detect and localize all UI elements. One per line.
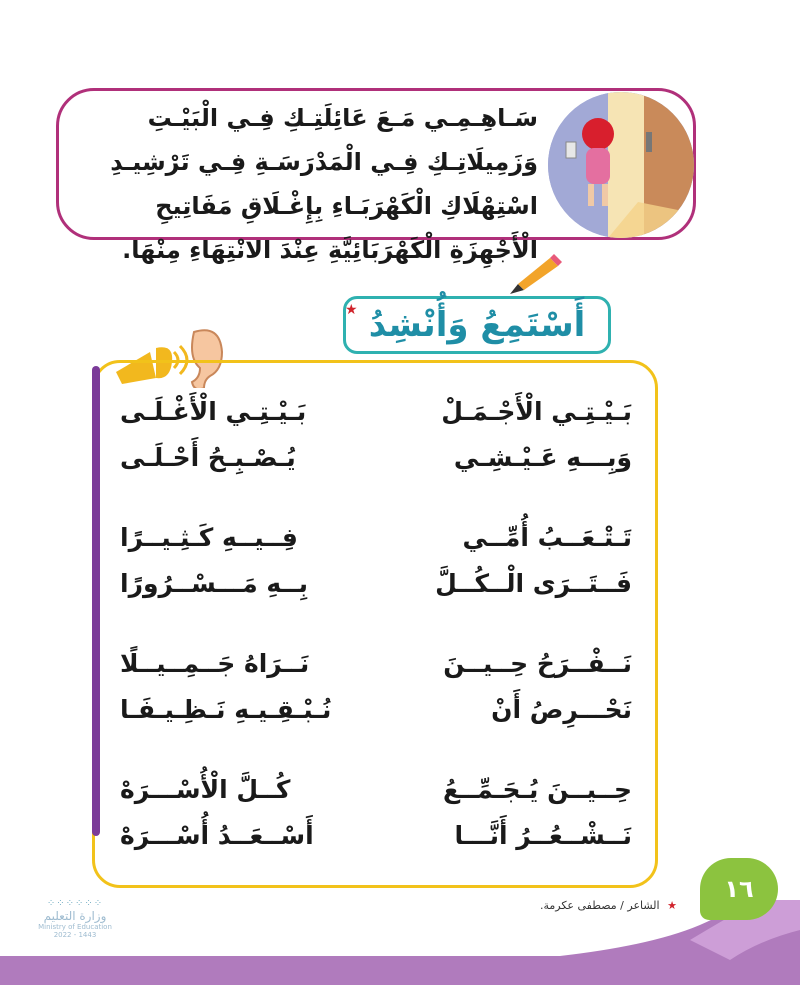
section-heading: أَسْتَمِعُ وَأُنْشِدُ <box>368 305 586 345</box>
ministry-name-en: Ministry of Education <box>38 923 112 931</box>
hemistich-right: تَـتْـعَــبُ أُمِّــي <box>462 522 632 552</box>
hemistich-right: فَــتَــرَى الْــكُــلَّ <box>435 568 632 598</box>
poem-line <box>120 686 632 732</box>
poem-line <box>120 812 632 858</box>
hemistich-left: بِــهِ مَـــسْــرُورًا <box>120 568 309 598</box>
hemistich-right: نَحْـــرِصُ أَنْ <box>491 694 632 724</box>
ministry-year: 2022 - 1443 <box>53 931 97 939</box>
star-icon: ★ <box>345 302 358 318</box>
ministry-name: وزارة التعليم <box>43 909 107 923</box>
poem-line <box>120 388 632 434</box>
ministry-logo-mark: ⁘⁘⁘⁘⁘⁘ <box>46 898 104 909</box>
poem-line <box>120 514 632 560</box>
hemistich-left: كُــلَّ الْأُسْـــرَهْ <box>120 774 291 804</box>
poem-line <box>120 766 632 812</box>
footnote-text: الشاعر / مصطفى عكرمة. <box>540 899 660 912</box>
star-icon: ★ <box>667 899 677 912</box>
hemistich-left: يُـصْـبِـحُ أَحْـلَـى <box>120 442 296 472</box>
hemistich-right: نَــفْــرَحُ حِــيــنَ <box>443 648 632 678</box>
poem-line <box>120 560 632 606</box>
poem-line <box>120 434 632 480</box>
hemistich-left: نُـبْـقِـيـهِ نَـظِـيـفَـا <box>120 694 332 724</box>
hemistich-left: نَــرَاهُ جَــمِــيــلًا <box>120 648 310 678</box>
hemistich-right: وَبِـــهِ عَـيْـشِـي <box>453 442 632 472</box>
stanza <box>120 514 632 606</box>
hemistich-right: بَـيْـتِـي الْأَجْـمَـلْ <box>441 396 632 426</box>
hemistich-right: نَــشْــعُــرُ أَنَّـــا <box>454 820 632 850</box>
tip-text: سَـاهِـمِـي مَـعَ عَائِلَتِـكِ فِـي الْبَيْـتِ وَزَمِيلَاتِـكِ فِـي الْمَدْرَسَـةِ فِـي تَرْشِيـدِ اسْتِهْلَاكِ الْكَهْرَبَـاءِ بِإِغْـلَاقِ مَفَاتِيحِ الْأَجْهِزَةِ الْكَهْرَبَائِيَّةِ عِنْدَ الانْتِهَاءِ مِنْهَا. <box>110 104 538 264</box>
stanza <box>120 388 632 480</box>
hemistich-left: بَـيْـتِـي الْأَغْـلَـى <box>120 396 307 426</box>
hemistich-left: أَسْــعَــدُ أُسْـــرَهْ <box>120 820 314 850</box>
girl-switching-off-light-illustration <box>548 92 694 238</box>
poem-line <box>120 640 632 686</box>
page-number: ١٦ <box>724 875 754 903</box>
pencil-icon <box>504 254 564 298</box>
hemistich-right: حِــيــنَ يُـجَـمِّــعُ <box>442 774 632 804</box>
ministry-logo <box>28 898 122 948</box>
poem-frame-bar <box>92 366 100 836</box>
stanza <box>120 640 632 732</box>
stanza <box>120 766 632 858</box>
poet-footnote <box>540 899 677 912</box>
poem <box>120 388 632 892</box>
hemistich-left: فِــيــهِ كَـثِـيــرًا <box>120 522 298 552</box>
